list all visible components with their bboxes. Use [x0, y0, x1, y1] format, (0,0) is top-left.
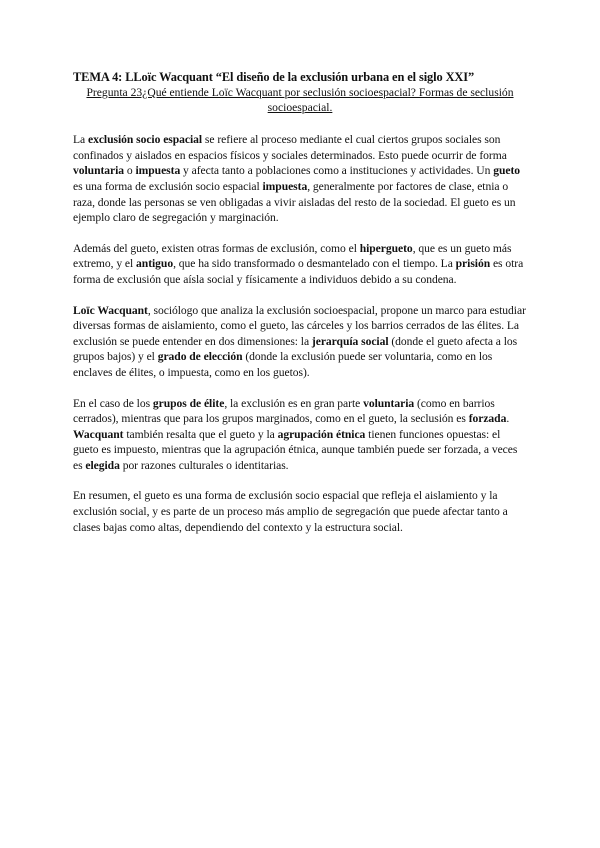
- document-content: [73, 70, 527, 535]
- term-voluntaria: voluntaria: [73, 164, 125, 178]
- paragraph-other-forms: Además del gueto, existen otras formas de exclusión, como el hipergueto, que es un gueto más extremo, y el antiguo, que ha sido transformado o desmantelado con el tiempo. La prisión es otra forma de exclusión que aísla social y físicamente a individuos debido a su condena.: [73, 241, 524, 286]
- term-antiguo: antiguo: [136, 257, 174, 271]
- term-prision: prisión: [455, 257, 491, 271]
- term-loic-wacquant: Loïc Wacquant: [73, 303, 148, 317]
- term-forzada: forzada: [468, 412, 507, 426]
- term-impuesta: impuesta: [135, 164, 181, 178]
- paragraph-definition: La exclusión socio espacial se refiere al proceso mediante el cual ciertos grupos sociales son confinados y aislados en espacios físicos y sociales determinados. Esto puede ocurrir de forma voluntaria o impuesta y afecta tanto a poblaciones como a instituciones y actividades. Un gueto es una forma de exclusión socio espacial impuesta, generalmente por factores de clase, etnia o raza, donde las personas se ven obligadas a vivir aisladas del resto de la sociedad. El gueto es un ejemplo claro de segregación y marginación.: [73, 133, 521, 225]
- term-agrupacion-etnica: agrupación étnica: [277, 427, 366, 441]
- term-grupos-de-elite: grupos de élite: [152, 396, 225, 410]
- question-subtitle: Pregunta 23¿Qué entiende Loïc Wacquant por seclusión socioespacial? Formas de seclusión socioespacial.: [86, 86, 514, 114]
- paragraph-elite-groups: En el caso de los grupos de élite, la exclusión es en gran parte voluntaria (como en barrios cerrados), mientras que para los grupos marginados, como en el gueto, la seclusión es forzada. Wacquant también resalta que el gueto y la agrupación étnica tienen funciones opuestas: el gueto es impuesto, mientras que la agrupación étnica, aunque también puede ser forzada, a veces es elegida por razones culturales o identitarias.: [73, 396, 518, 472]
- term-impuesta: impuesta: [262, 179, 308, 193]
- term-hipergueto: hipergueto: [359, 241, 413, 255]
- document-title: TEMA 4: LLoïc Wacquant “El diseño de la exclusión urbana en el siglo XXI”: [73, 70, 475, 84]
- term-grado-de-eleccion: grado de elección: [157, 350, 243, 364]
- term-wacquant: Wacquant: [73, 427, 124, 441]
- term-voluntaria: voluntaria: [363, 396, 415, 410]
- term-jerarquia-social: jerarquía social: [311, 334, 389, 348]
- term-gueto: gueto: [493, 164, 521, 178]
- term-elegida: elegida: [85, 458, 120, 472]
- term-exclusion-socio-espacial: exclusión socio espacial: [87, 133, 203, 147]
- paragraph-summary: En resumen, el gueto es una forma de exclusión socio espacial que refleja el aislamiento y la exclusión social, y es parte de un proceso más amplio de segregación que puede afectar tanto a clases bajas como altas, dependiendo del contexto y la estructura social.: [73, 489, 508, 534]
- paragraph-wacquant-framework: Loïc Wacquant, sociólogo que analiza la exclusión socioespacial, propone un marco para estudiar diversas formas de aislamiento, como el gueto, las cárceles y los barrios cerrados de las élites. La exclusión se puede entender en dos dimensiones: la jerarquía social (donde el gueto afecta a los grupos bajos) y el grado de elección (donde la exclusión puede ser voluntaria, como en los enclaves de élites, o impuesta, como en los guetos).: [73, 303, 526, 379]
